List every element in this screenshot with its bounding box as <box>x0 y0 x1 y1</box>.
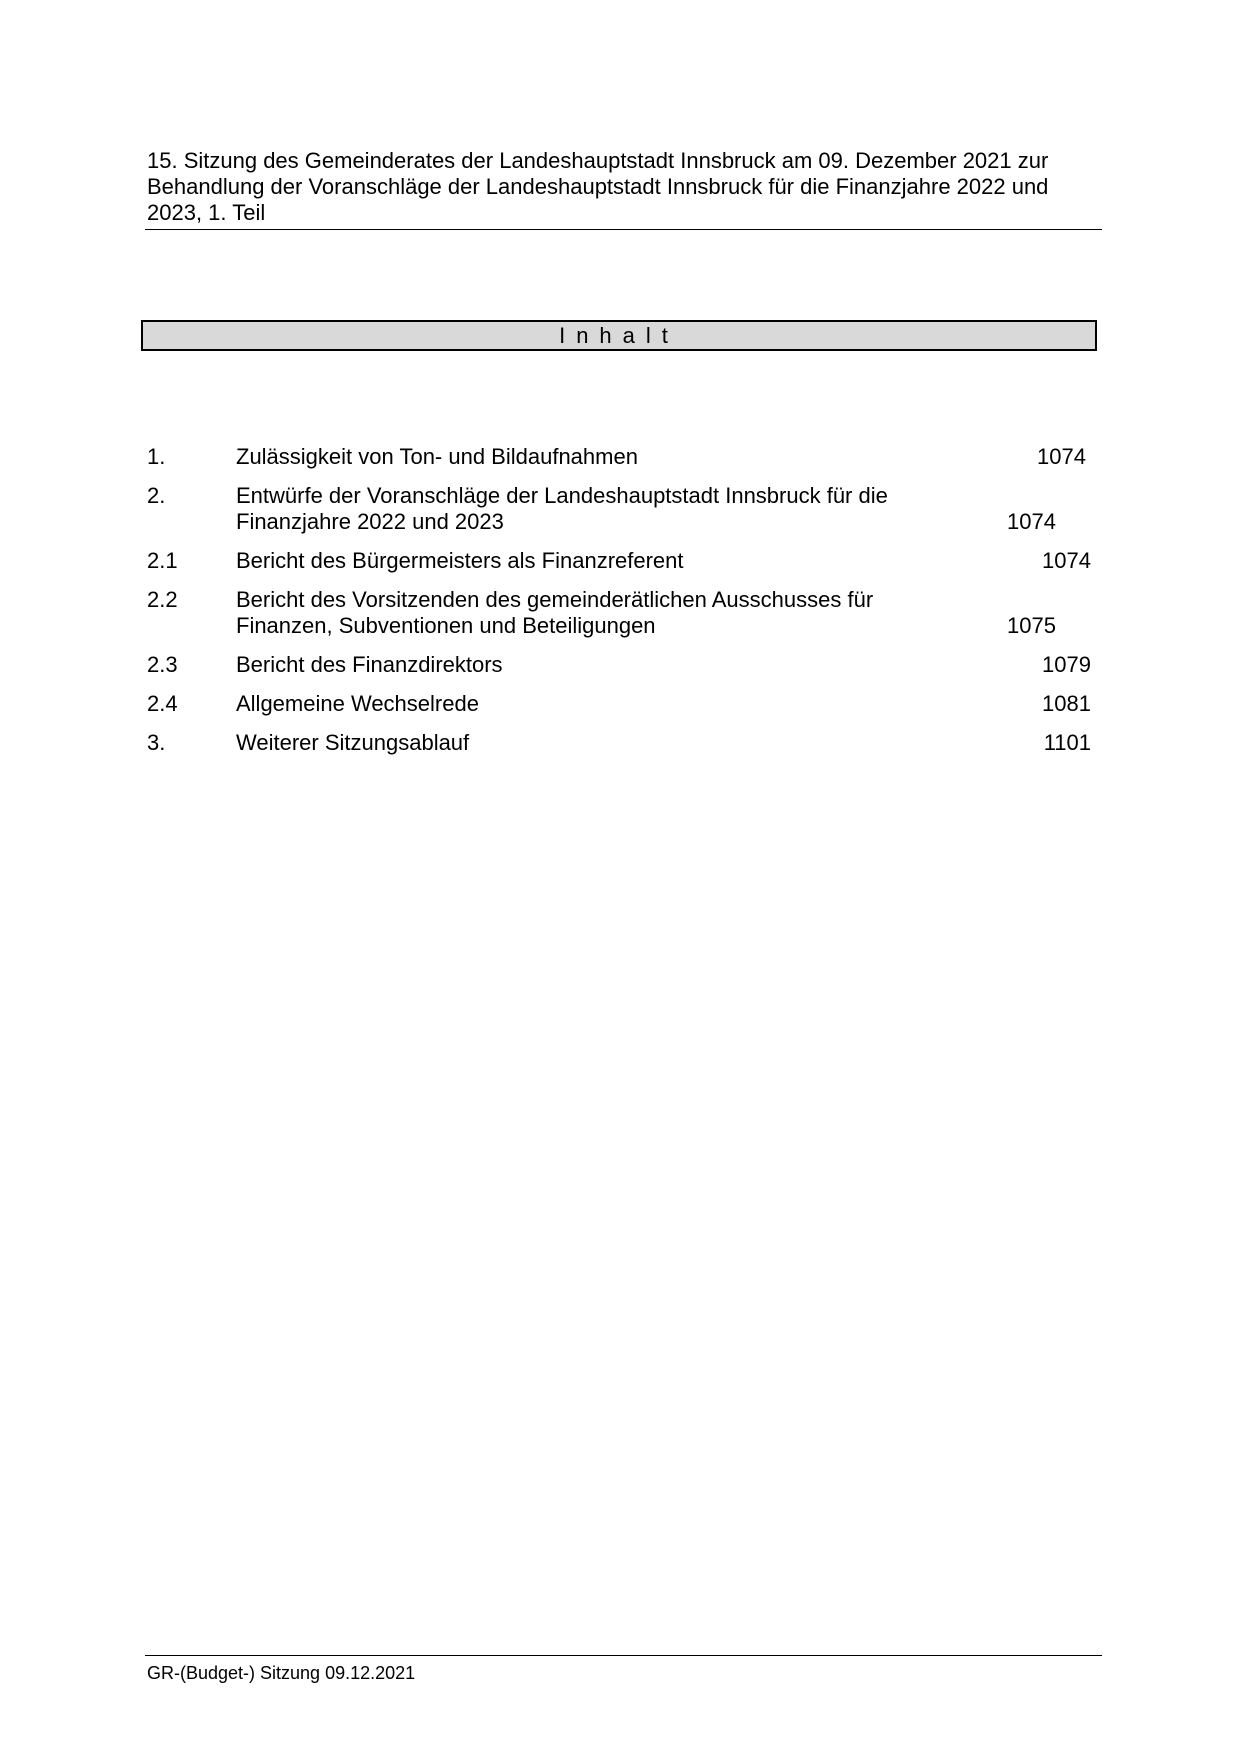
page-footer: GR-(Budget-) Sitzung 09.12.2021 <box>147 1663 416 1683</box>
toc-entry-number: 2.3 <box>147 652 178 677</box>
toc-entry-page: 1075 <box>1007 613 1056 638</box>
toc-entry <box>147 652 1091 678</box>
table-of-contents <box>147 444 1091 769</box>
toc-entry-page: 1081 <box>1042 691 1091 716</box>
toc-entry-title: Weiterer Sitzungsablauf <box>236 730 470 755</box>
toc-entry-page: 1101 <box>1043 730 1091 755</box>
toc-entry-title: Bericht des Finanzdirektors <box>236 652 503 677</box>
toc-entry-page: 1074 <box>1037 444 1086 469</box>
toc-entry-number: 2. <box>147 483 166 508</box>
footer-divider <box>145 1655 1102 1656</box>
header-divider <box>145 229 1102 230</box>
toc-entry <box>147 483 1091 535</box>
toc-entry <box>147 548 1091 574</box>
toc-entry-title: Allgemeine Wechselrede <box>236 691 479 716</box>
toc-entry <box>147 730 1091 756</box>
document-header-title: 15. Sitzung des Gemeinderates der Landeshauptstadt Innsbruck am 09. Dezember 2021 zur Behandlung der Voranschläge der Landeshauptstadt Innsbruck für die Finanzjahre 2022 und 2023, 1. Teil <box>147 148 1049 225</box>
toc-entry-number: 1. <box>147 444 166 469</box>
toc-entry-number: 3. <box>147 730 166 755</box>
toc-entry-title: Zulässigkeit von Ton- und Bildaufnahmen <box>236 444 638 469</box>
toc-entry-page: 1074 <box>1042 548 1091 573</box>
toc-entry-page: 1074 <box>1007 509 1056 534</box>
toc-entry-title: Bericht des Vorsitzenden des gemeinderätlichen Ausschusses für Finanzen, Subventionen und Beteiligungen <box>236 587 874 638</box>
toc-entry <box>147 444 1091 470</box>
toc-entry-page: 1079 <box>1042 652 1091 677</box>
contents-heading: Inhalt <box>141 320 1097 351</box>
toc-entry <box>147 587 1091 639</box>
toc-entry-title: Entwürfe der Voranschläge der Landeshauptstadt Innsbruck für die Finanzjahre 2022 und 2023 <box>236 483 888 534</box>
toc-entry-number: 2.2 <box>147 587 178 612</box>
toc-entry <box>147 691 1091 717</box>
toc-entry-number: 2.1 <box>147 548 178 573</box>
toc-entry-title: Bericht des Bürgermeisters als Finanzreferent <box>236 548 684 573</box>
toc-entry-number: 2.4 <box>147 691 178 716</box>
